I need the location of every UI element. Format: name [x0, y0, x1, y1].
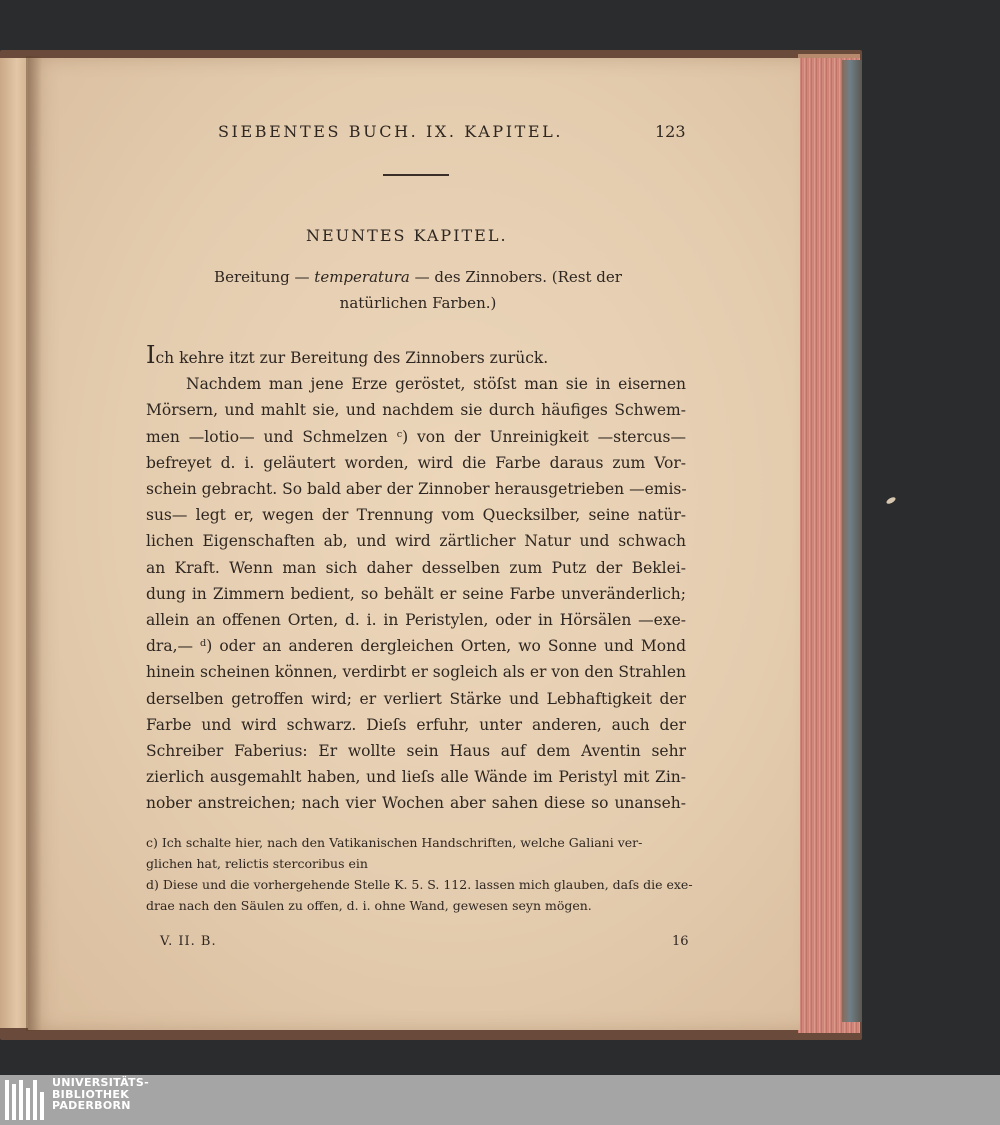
- body-line: allein an offenen Orten, d. i. in Peristylen, oder in Hörsälen —exe-: [146, 611, 686, 630]
- footnote-line: glichen hat, relictis stercoribus ein: [146, 856, 368, 871]
- body-line: sus— legt er, wegen der Trennung vom Quecksilber, seine natür-: [146, 506, 686, 525]
- header-rule: [383, 174, 449, 176]
- body-line: dra,— ᵈ) oder an anderen dergleichen Orten, wo Sonne und Mond: [146, 637, 686, 656]
- sheet-number: 16: [672, 934, 689, 949]
- library-name-line: BIBLIOTHEK: [52, 1087, 130, 1101]
- body-line: Mörsern, und mahlt sie, und nachdem sie durch häufiges Schwem-: [146, 401, 686, 420]
- paper-speck: [885, 496, 896, 505]
- body-line: hinein scheinen können, verdirbt er sogleich als er von den Strahlen: [146, 663, 686, 682]
- left-page-margin: [0, 58, 29, 1028]
- body-line: dung in Zimmern bedient, so behält er seine Farbe unveränderlich;: [146, 584, 686, 603]
- body-line: Farbe und wird schwarz. Dieſs erfuhr, unter anderen, auch der: [146, 715, 686, 734]
- library-name: [52, 1077, 149, 1112]
- running-head: SIEBENTES BUCH. IX. KAPITEL.: [218, 122, 564, 141]
- subtitle-post: — des Zinnobers. (Rest der natürlichen Farben.): [339, 268, 622, 312]
- body-line: schein gebracht. So bald aber der Zinnober herausgetrieben —emis-: [146, 480, 687, 499]
- body-line: derselben getroffen wird; er verliert Stärke und Lebhaftigkeit der: [146, 689, 686, 708]
- body-line: an Kraft. Wenn man sich daher desselben zum Putz der Beklei-: [146, 558, 686, 577]
- book-cover-edge: [842, 60, 862, 1022]
- library-name-line: UNIVERSITÄTS-: [52, 1076, 149, 1089]
- library-logo-icon: [4, 1078, 48, 1122]
- footnotes: [146, 832, 693, 916]
- footer-bar: [0, 1075, 1000, 1125]
- book-page: [28, 58, 800, 1030]
- body-line: nober anstreichen; nach vier Wochen aber sahen diese so unanseh-: [146, 794, 686, 813]
- body-line-1: Ich kehre itzt zur Bereitung des Zinnobers zurück.: [146, 341, 549, 369]
- signature-mark: V. II. B.: [160, 934, 217, 949]
- subtitle-italic: temperatura: [314, 268, 410, 286]
- body-line: befreyet d. i. geläutert worden, wird die Farbe daraus zum Vor-: [146, 453, 686, 472]
- body-line: Schreiber Faberius: Er wollte sein Haus auf dem Aventin sehr: [146, 742, 686, 761]
- footnote-line: d) Diese und die vorhergehende Stelle K. 5. S. 112. lassen mich glauben, daſs die exe-: [146, 877, 693, 892]
- footnote-line: drae nach den Säulen zu offen, d. i. ohne Wand, gewesen seyn mögen.: [146, 898, 592, 913]
- subtitle-pre: Bereitung —: [214, 268, 310, 286]
- page-number: 123: [655, 122, 686, 141]
- body-line: Nachdem man jene Erze geröstet, stöſst man sie in eisernen: [186, 375, 686, 394]
- drop-cap: I: [146, 341, 156, 369]
- chapter-subtitle: [168, 264, 668, 316]
- body-text: [146, 342, 686, 817]
- body-line: zierlich ausgemahlt haben, und lieſs alle Wände im Peristyl mit Zin-: [146, 768, 686, 787]
- chapter-title: NEUNTES KAPITEL.: [306, 226, 508, 245]
- library-name-line: PADERBORN: [52, 1099, 131, 1112]
- body-line: lichen Eigenschaften ab, und wird zärtlicher Natur und schwach: [146, 532, 686, 551]
- footnote-line: c) Ich schalte hier, nach den Vatikanischen Handschriften, welche Galiani ver-: [146, 835, 643, 850]
- body-line: men —lotio— und Schmelzen ᶜ) von der Unreinigkeit —stercus—: [146, 427, 686, 446]
- spine-shadow: [26, 56, 42, 1031]
